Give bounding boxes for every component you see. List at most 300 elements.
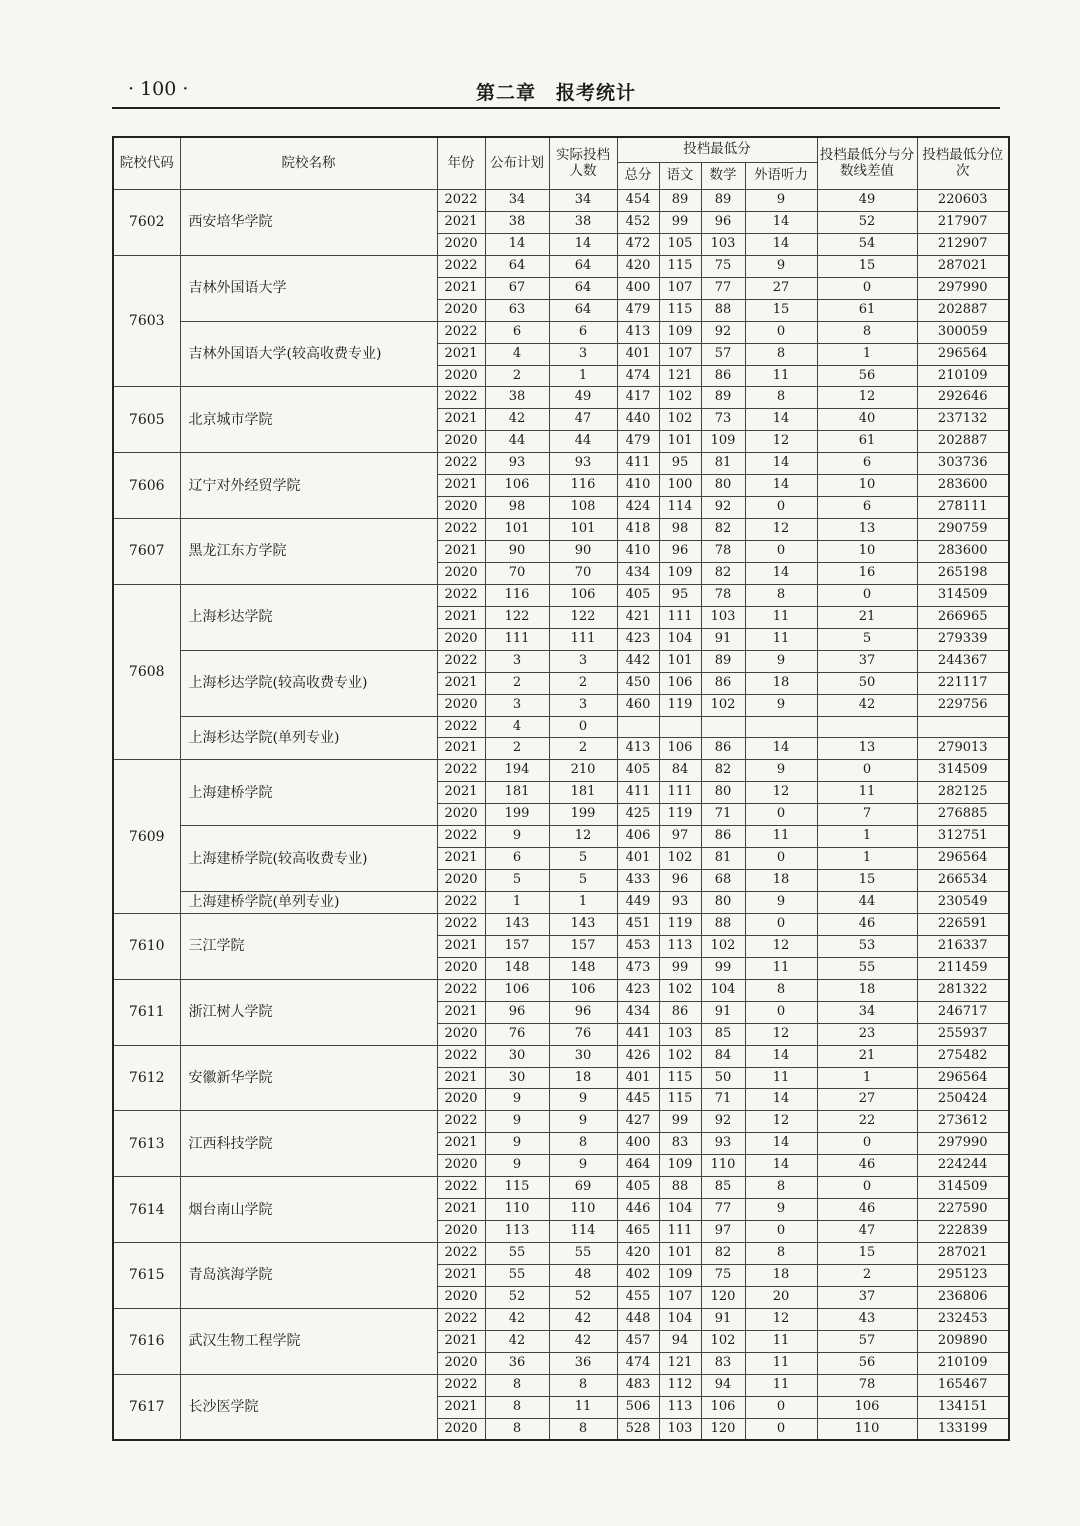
total-cell: 473 (617, 957, 659, 979)
table-row (113, 1177, 1009, 1199)
actual-cell: 52 (549, 1286, 617, 1308)
chinese-cell: 96 (659, 541, 701, 563)
listening-cell: 20 (745, 1286, 817, 1308)
listening-cell: 0 (745, 1418, 817, 1440)
actual-cell: 114 (549, 1221, 617, 1243)
diff-cell: 2 (817, 1264, 917, 1286)
chinese-cell: 113 (659, 1396, 701, 1418)
rank-cell: 297990 (917, 1133, 1009, 1155)
year-cell: 2020 (437, 628, 485, 650)
math-cell: 80 (701, 782, 745, 804)
total-cell: 420 (617, 1243, 659, 1265)
listening-cell: 12 (745, 1308, 817, 1330)
actual-cell: 1 (549, 365, 617, 387)
chinese-cell: 93 (659, 892, 701, 914)
listening-cell: 0 (745, 541, 817, 563)
math-cell: 91 (701, 1308, 745, 1330)
actual-cell: 8 (549, 1418, 617, 1440)
diff-cell: 10 (817, 541, 917, 563)
listening-cell: 11 (745, 365, 817, 387)
total-cell: 410 (617, 475, 659, 497)
year-cell: 2022 (437, 716, 485, 738)
listening-cell: 8 (745, 979, 817, 1001)
plan-cell: 42 (485, 1308, 549, 1330)
plan-cell: 34 (485, 190, 549, 212)
diff-cell: 0 (817, 760, 917, 782)
math-cell: 89 (701, 650, 745, 672)
listening-cell: 15 (745, 299, 817, 321)
total-cell: 455 (617, 1286, 659, 1308)
diff-cell: 56 (817, 365, 917, 387)
total-cell: 465 (617, 1221, 659, 1243)
actual-cell: 106 (549, 584, 617, 606)
total-cell (617, 716, 659, 738)
total-cell: 417 (617, 387, 659, 409)
plan-cell: 111 (485, 628, 549, 650)
rank-cell: 283600 (917, 475, 1009, 497)
actual-cell: 101 (549, 519, 617, 541)
diff-cell: 6 (817, 497, 917, 519)
diff-cell: 8 (817, 321, 917, 343)
chinese-cell: 83 (659, 1133, 701, 1155)
listening-cell: 18 (745, 870, 817, 892)
plan-cell: 90 (485, 541, 549, 563)
page-header (112, 76, 1000, 108)
chinese-cell: 101 (659, 431, 701, 453)
chinese-cell: 121 (659, 1352, 701, 1374)
year-cell: 2021 (437, 606, 485, 628)
rank-cell: 278111 (917, 497, 1009, 519)
diff-cell: 40 (817, 409, 917, 431)
rank-cell: 133199 (917, 1418, 1009, 1440)
plan-cell: 2 (485, 738, 549, 760)
math-cell: 92 (701, 1111, 745, 1133)
total-cell: 453 (617, 935, 659, 957)
school-name-cell: 三江学院 (180, 913, 437, 979)
listening-cell (745, 716, 817, 738)
math-cell: 94 (701, 1374, 745, 1396)
listening-cell: 0 (745, 1396, 817, 1418)
actual-cell: 14 (549, 233, 617, 255)
diff-cell: 49 (817, 190, 917, 212)
listening-cell: 8 (745, 584, 817, 606)
diff-cell: 18 (817, 979, 917, 1001)
rank-cell: 236806 (917, 1286, 1009, 1308)
table-row (113, 760, 1009, 782)
actual-cell: 70 (549, 562, 617, 584)
total-cell: 402 (617, 1264, 659, 1286)
plan-cell: 9 (485, 1089, 549, 1111)
total-cell: 434 (617, 562, 659, 584)
rank-cell: 210109 (917, 365, 1009, 387)
plan-cell: 14 (485, 233, 549, 255)
rank-cell: 287021 (917, 255, 1009, 277)
chinese-cell: 106 (659, 738, 701, 760)
total-cell: 446 (617, 1199, 659, 1221)
plan-cell: 55 (485, 1264, 549, 1286)
chinese-cell: 104 (659, 628, 701, 650)
school-code-cell: 7613 (113, 1111, 180, 1177)
year-cell: 2022 (437, 190, 485, 212)
math-cell: 120 (701, 1418, 745, 1440)
rank-cell: 290759 (917, 519, 1009, 541)
plan-cell: 122 (485, 606, 549, 628)
table-row (113, 584, 1009, 606)
actual-cell: 64 (549, 277, 617, 299)
chinese-cell: 109 (659, 562, 701, 584)
diff-cell: 13 (817, 738, 917, 760)
math-cell: 110 (701, 1155, 745, 1177)
chinese-cell: 115 (659, 1089, 701, 1111)
year-cell: 2021 (437, 848, 485, 870)
math-cell (701, 716, 745, 738)
rank-cell: 212907 (917, 233, 1009, 255)
year-cell: 2022 (437, 321, 485, 343)
math-cell: 106 (701, 1396, 745, 1418)
math-cell: 104 (701, 979, 745, 1001)
total-cell: 400 (617, 1133, 659, 1155)
school-name-cell: 安徽新华学院 (180, 1045, 437, 1111)
total-cell: 440 (617, 409, 659, 431)
listening-cell: 9 (745, 650, 817, 672)
table-row (113, 826, 1009, 848)
header-rule (112, 107, 1000, 109)
year-cell: 2022 (437, 1308, 485, 1330)
chinese-cell (659, 716, 701, 738)
plan-cell: 2 (485, 365, 549, 387)
math-cell: 82 (701, 519, 745, 541)
actual-cell: 3 (549, 650, 617, 672)
diff-cell: 53 (817, 935, 917, 957)
rank-cell: 134151 (917, 1396, 1009, 1418)
plan-cell: 76 (485, 1023, 549, 1045)
listening-cell: 18 (745, 1264, 817, 1286)
diff-cell: 61 (817, 299, 917, 321)
math-cell: 73 (701, 409, 745, 431)
total-cell: 423 (617, 979, 659, 1001)
table-row (113, 979, 1009, 1001)
chinese-cell: 114 (659, 497, 701, 519)
math-cell: 93 (701, 1133, 745, 1155)
total-cell: 472 (617, 233, 659, 255)
plan-cell: 9 (485, 826, 549, 848)
actual-cell: 6 (549, 321, 617, 343)
diff-cell: 57 (817, 1330, 917, 1352)
year-cell: 2022 (437, 760, 485, 782)
school-code-cell: 7611 (113, 979, 180, 1045)
total-cell: 410 (617, 541, 659, 563)
diff-cell: 15 (817, 870, 917, 892)
year-cell: 2021 (437, 672, 485, 694)
col-header-chinese: 语文 (659, 163, 701, 190)
actual-cell: 210 (549, 760, 617, 782)
admission-statistics-table-wrap (112, 136, 1008, 1441)
chinese-cell: 97 (659, 826, 701, 848)
listening-cell: 11 (745, 1352, 817, 1374)
actual-cell: 111 (549, 628, 617, 650)
total-cell: 423 (617, 628, 659, 650)
math-cell: 75 (701, 255, 745, 277)
diff-cell: 78 (817, 1374, 917, 1396)
col-header-min-score: 投档最低分 (617, 137, 817, 163)
listening-cell: 11 (745, 628, 817, 650)
year-cell: 2021 (437, 409, 485, 431)
school-code-cell: 7605 (113, 387, 180, 453)
plan-cell: 8 (485, 1396, 549, 1418)
school-code-cell: 7616 (113, 1308, 180, 1374)
listening-cell: 18 (745, 672, 817, 694)
rank-cell: 312751 (917, 826, 1009, 848)
plan-cell: 52 (485, 1286, 549, 1308)
year-cell: 2020 (437, 431, 485, 453)
year-cell: 2022 (437, 1374, 485, 1396)
rank-cell: 246717 (917, 1001, 1009, 1023)
actual-cell: 157 (549, 935, 617, 957)
plan-cell: 38 (485, 387, 549, 409)
actual-cell: 76 (549, 1023, 617, 1045)
rank-cell: 230549 (917, 892, 1009, 914)
plan-cell: 70 (485, 562, 549, 584)
diff-cell: 1 (817, 826, 917, 848)
actual-cell: 116 (549, 475, 617, 497)
rank-cell: 296564 (917, 848, 1009, 870)
total-cell: 448 (617, 1308, 659, 1330)
chinese-cell: 107 (659, 1286, 701, 1308)
total-cell: 401 (617, 1067, 659, 1089)
actual-cell: 0 (549, 716, 617, 738)
listening-cell: 0 (745, 1221, 817, 1243)
actual-cell: 93 (549, 453, 617, 475)
chinese-cell: 103 (659, 1418, 701, 1440)
listening-cell: 0 (745, 321, 817, 343)
math-cell: 102 (701, 935, 745, 957)
diff-cell: 22 (817, 1111, 917, 1133)
actual-cell: 5 (549, 848, 617, 870)
math-cell: 82 (701, 562, 745, 584)
rank-cell: 287021 (917, 1243, 1009, 1265)
plan-cell: 8 (485, 1374, 549, 1396)
total-cell: 464 (617, 1155, 659, 1177)
listening-cell: 11 (745, 826, 817, 848)
listening-cell: 14 (745, 233, 817, 255)
math-cell: 68 (701, 870, 745, 892)
year-cell: 2020 (437, 957, 485, 979)
math-cell: 57 (701, 343, 745, 365)
diff-cell: 55 (817, 957, 917, 979)
listening-cell: 0 (745, 1001, 817, 1023)
actual-cell: 44 (549, 431, 617, 453)
diff-cell: 46 (817, 913, 917, 935)
diff-cell: 13 (817, 519, 917, 541)
year-cell: 2022 (437, 892, 485, 914)
total-cell: 452 (617, 211, 659, 233)
diff-cell: 11 (817, 782, 917, 804)
total-cell: 401 (617, 343, 659, 365)
total-cell: 427 (617, 1111, 659, 1133)
rank-cell: 237132 (917, 409, 1009, 431)
school-code-cell: 7609 (113, 760, 180, 914)
math-cell: 86 (701, 826, 745, 848)
actual-cell: 122 (549, 606, 617, 628)
rank-cell: 292646 (917, 387, 1009, 409)
diff-cell: 10 (817, 475, 917, 497)
math-cell: 78 (701, 541, 745, 563)
chinese-cell: 86 (659, 1001, 701, 1023)
rank-cell: 276885 (917, 804, 1009, 826)
plan-cell: 42 (485, 1330, 549, 1352)
listening-cell: 9 (745, 760, 817, 782)
year-cell: 2022 (437, 453, 485, 475)
chinese-cell: 112 (659, 1374, 701, 1396)
chinese-cell: 119 (659, 694, 701, 716)
chinese-cell: 100 (659, 475, 701, 497)
school-name-cell: 江西科技学院 (180, 1111, 437, 1177)
table-row (113, 519, 1009, 541)
plan-cell: 1 (485, 892, 549, 914)
math-cell: 88 (701, 913, 745, 935)
diff-cell (817, 716, 917, 738)
diff-cell: 50 (817, 672, 917, 694)
diff-cell: 106 (817, 1396, 917, 1418)
chinese-cell: 109 (659, 1264, 701, 1286)
table-row (113, 1308, 1009, 1330)
col-header-diff: 投档最低分与分数线差值 (817, 137, 917, 190)
listening-cell: 27 (745, 277, 817, 299)
actual-cell: 34 (549, 190, 617, 212)
plan-cell: 5 (485, 870, 549, 892)
chinese-cell: 113 (659, 935, 701, 957)
chinese-cell: 115 (659, 1067, 701, 1089)
school-code-cell: 7612 (113, 1045, 180, 1111)
chinese-cell: 119 (659, 913, 701, 935)
plan-cell: 181 (485, 782, 549, 804)
math-cell: 89 (701, 387, 745, 409)
rank-cell: 222839 (917, 1221, 1009, 1243)
year-cell: 2020 (437, 1089, 485, 1111)
actual-cell: 55 (549, 1243, 617, 1265)
math-cell: 80 (701, 892, 745, 914)
plan-cell: 36 (485, 1352, 549, 1374)
school-code-cell: 7602 (113, 190, 180, 256)
year-cell: 2020 (437, 1286, 485, 1308)
actual-cell: 9 (549, 1155, 617, 1177)
year-cell: 2020 (437, 1418, 485, 1440)
rank-cell: 217907 (917, 211, 1009, 233)
table-row (113, 1111, 1009, 1133)
total-cell: 454 (617, 190, 659, 212)
rank-cell (917, 716, 1009, 738)
year-cell: 2022 (437, 1111, 485, 1133)
rank-cell: 314509 (917, 1177, 1009, 1199)
listening-cell: 8 (745, 343, 817, 365)
year-cell: 2020 (437, 562, 485, 584)
rank-cell: 283600 (917, 541, 1009, 563)
year-cell: 2021 (437, 541, 485, 563)
plan-cell: 9 (485, 1155, 549, 1177)
actual-cell: 110 (549, 1199, 617, 1221)
table-row (113, 650, 1009, 672)
chinese-cell: 111 (659, 782, 701, 804)
year-cell: 2022 (437, 1177, 485, 1199)
total-cell: 420 (617, 255, 659, 277)
listening-cell: 9 (745, 892, 817, 914)
rank-cell: 279339 (917, 628, 1009, 650)
total-cell: 413 (617, 738, 659, 760)
year-cell: 2020 (437, 804, 485, 826)
plan-cell: 4 (485, 343, 549, 365)
listening-cell: 11 (745, 957, 817, 979)
year-cell: 2020 (437, 1221, 485, 1243)
listening-cell: 8 (745, 387, 817, 409)
diff-cell: 34 (817, 1001, 917, 1023)
year-cell: 2022 (437, 826, 485, 848)
rank-cell: 255937 (917, 1023, 1009, 1045)
chinese-cell: 121 (659, 365, 701, 387)
admission-statistics-table (112, 136, 1010, 1441)
table-row (113, 892, 1009, 914)
listening-cell: 14 (745, 453, 817, 475)
listening-cell: 12 (745, 935, 817, 957)
chinese-cell: 96 (659, 870, 701, 892)
total-cell: 405 (617, 760, 659, 782)
col-header-math: 数学 (701, 163, 745, 190)
year-cell: 2022 (437, 650, 485, 672)
chinese-cell: 95 (659, 453, 701, 475)
listening-cell: 11 (745, 1067, 817, 1089)
math-cell: 71 (701, 804, 745, 826)
school-name-cell: 上海杉达学院(较高收费专业) (180, 650, 437, 716)
math-cell: 75 (701, 1264, 745, 1286)
school-name-cell: 长沙医学院 (180, 1374, 437, 1440)
year-cell: 2022 (437, 979, 485, 1001)
actual-cell: 47 (549, 409, 617, 431)
year-cell: 2021 (437, 211, 485, 233)
total-cell: 405 (617, 1177, 659, 1199)
year-cell: 2020 (437, 870, 485, 892)
year-cell: 2022 (437, 1243, 485, 1265)
table-row (113, 1045, 1009, 1067)
total-cell: 442 (617, 650, 659, 672)
math-cell: 92 (701, 497, 745, 519)
math-cell: 71 (701, 1089, 745, 1111)
year-cell: 2020 (437, 233, 485, 255)
chinese-cell: 111 (659, 606, 701, 628)
school-code-cell: 7610 (113, 913, 180, 979)
school-code-cell: 7617 (113, 1374, 180, 1440)
rank-cell: 295123 (917, 1264, 1009, 1286)
total-cell: 433 (617, 870, 659, 892)
diff-cell: 52 (817, 211, 917, 233)
chinese-cell: 98 (659, 519, 701, 541)
table-row (113, 1374, 1009, 1396)
school-name-cell: 北京城市学院 (180, 387, 437, 453)
diff-cell: 16 (817, 562, 917, 584)
col-header-plan: 公布计划 (485, 137, 549, 190)
school-code-cell: 7615 (113, 1243, 180, 1309)
plan-cell: 194 (485, 760, 549, 782)
chinese-cell: 101 (659, 1243, 701, 1265)
actual-cell: 96 (549, 1001, 617, 1023)
chinese-cell: 115 (659, 255, 701, 277)
year-cell: 2021 (437, 475, 485, 497)
math-cell: 80 (701, 475, 745, 497)
chinese-cell: 95 (659, 584, 701, 606)
plan-cell: 63 (485, 299, 549, 321)
col-header-listening: 外语听力 (745, 163, 817, 190)
diff-cell: 42 (817, 694, 917, 716)
plan-cell: 199 (485, 804, 549, 826)
year-cell: 2021 (437, 343, 485, 365)
